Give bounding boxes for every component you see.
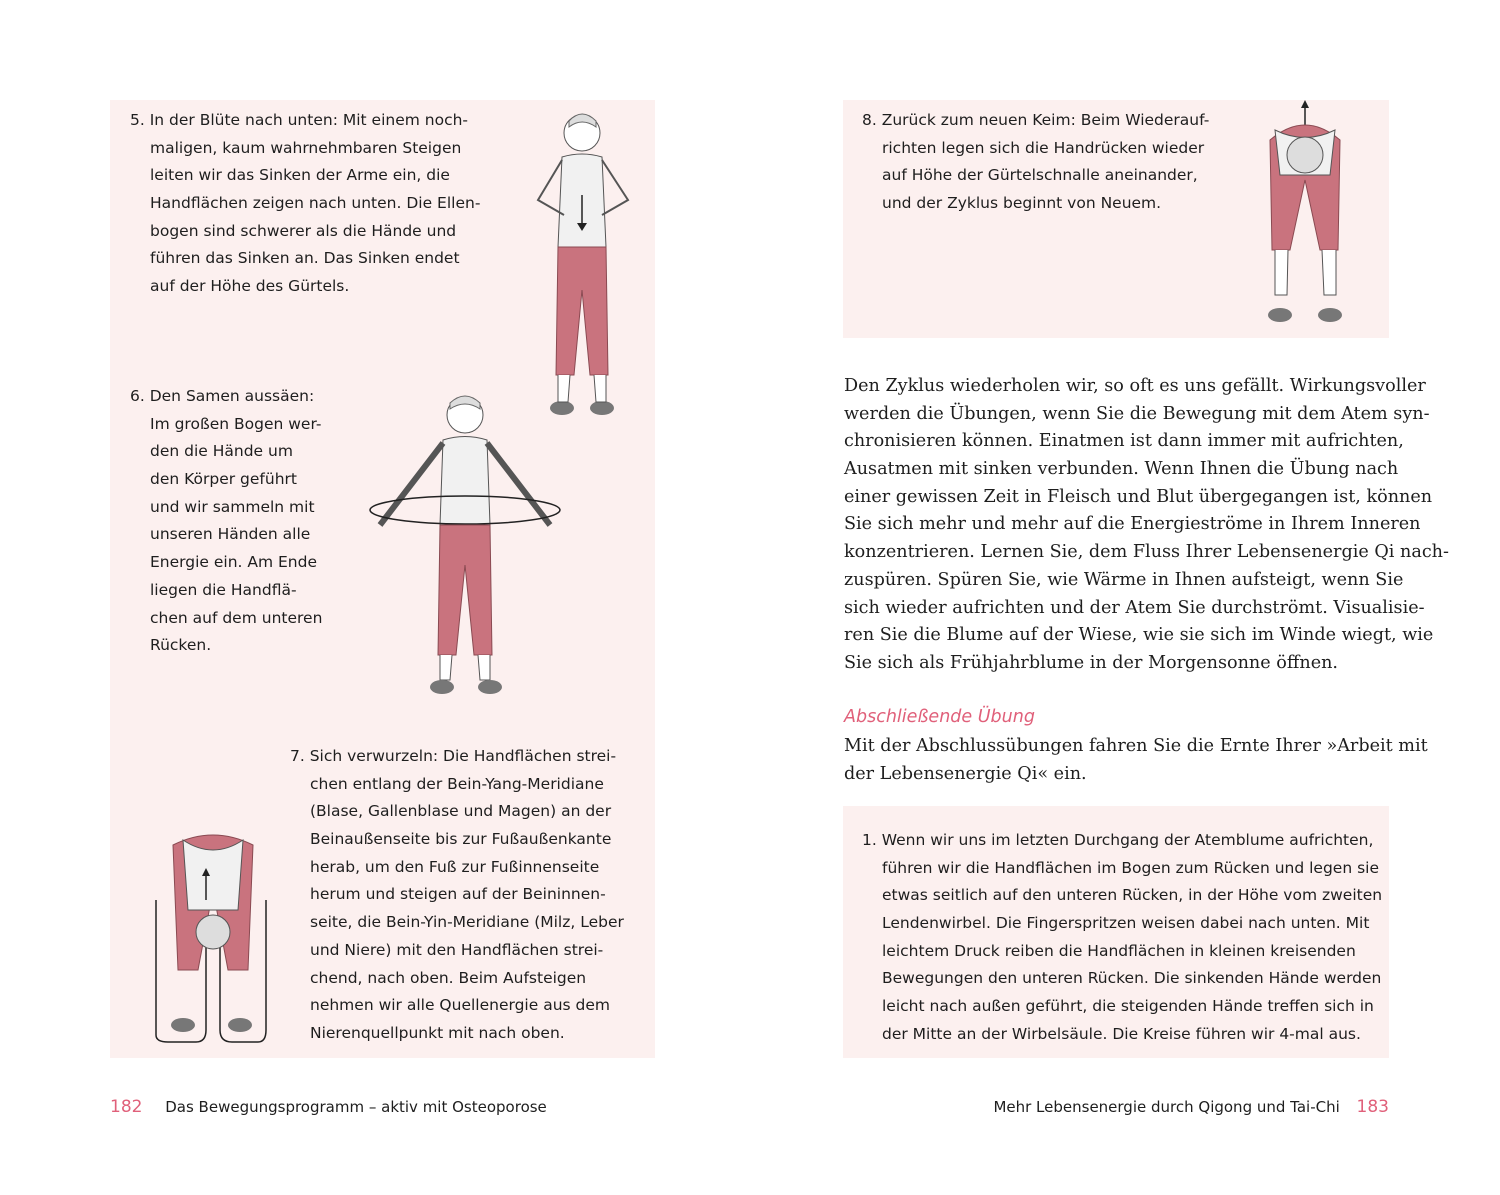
text-line: leiten wir das Sinken der Arme ein, die — [150, 166, 450, 185]
text-line: chen auf dem unteren — [150, 608, 323, 627]
text-line: chend, nach oben. Beim Aufsteigen — [310, 968, 587, 987]
figure-step7-illustration — [148, 820, 278, 1050]
text-line: auf der Höhe des Gürtels. — [150, 277, 350, 296]
text-line: liegen die Handflä- — [150, 580, 297, 599]
text-line: einer gewissen Zeit in Fleisch und Blut übergegangen ist, können — [844, 486, 1433, 507]
text-line: leichtem Druck reiben die Handflächen in kleinen kreisenden — [882, 941, 1356, 960]
text-line: herab, um den Fuß zur Fußinnenseite — [310, 857, 600, 876]
running-title-left: Das Bewegungsprogramm – aktiv mit Osteoporose — [165, 1098, 547, 1116]
text-line: 5. In der Blüte nach unten: Mit einem noch- — [130, 111, 469, 129]
intro-paragraph — [844, 733, 1428, 788]
text-line: Lendenwirbel. Die Fingerspritzen weisen dabei nach unten. Mit — [882, 914, 1370, 933]
text-line: Sie sich als Frühjahrblume in der Morgensonne öffnen. — [844, 652, 1339, 673]
text-line: Den Zyklus wiederholen wir, so oft es uns gefällt. Wirkungsvoller — [844, 376, 1426, 396]
text-line: seite, die Bein-Yin-Meridiane (Milz, Leber — [310, 913, 624, 932]
text-line: richten legen sich die Handrücken wieder — [882, 138, 1205, 157]
text-line: den die Hände um — [150, 442, 293, 461]
text-line: und wir sammeln mit — [150, 497, 315, 516]
text-line: maligen, kaum wahrnehmbaren Steigen — [150, 138, 462, 157]
running-title-right: Mehr Lebensenergie durch Qigong und Tai-Chi — [993, 1098, 1340, 1116]
text-line: Beinaußenseite bis zur Fußaußenkante — [310, 830, 612, 849]
text-line: bogen sind schwerer als die Hände und — [150, 221, 457, 240]
text-line: Sie sich mehr und mehr auf die Energieströme in Ihrem Inneren — [844, 514, 1421, 535]
text-line: Handflächen zeigen nach unten. Die Ellen- — [150, 194, 481, 213]
page-number-right: 183 — [1356, 1097, 1389, 1117]
step8-text — [862, 107, 1209, 218]
text-line: leicht nach außen geführt, die steigenden Hände treffen sich in — [882, 997, 1374, 1016]
text-line: herum und steigen auf der Beininnen- — [310, 885, 606, 904]
text-line: führen das Sinken an. Das Sinken endet — [150, 249, 460, 268]
text-line: zuspüren. Spüren Sie, wie Wärme in Ihnen aufsteigt, wenn Sie — [844, 569, 1404, 590]
text-line: chronisieren können. Einatmen ist dann immer mit aufrichten, — [844, 431, 1404, 452]
section-heading: Abschließende Übung — [844, 707, 1035, 727]
text-line: führen wir die Handflächen im Bogen zum Rücken und legen sie — [882, 858, 1380, 877]
left-footer — [110, 1097, 547, 1117]
figure-step5-illustration — [524, 105, 644, 425]
text-line: unseren Händen alle — [150, 525, 311, 544]
text-line: der Lebensenergie Qi« ein. — [844, 763, 1087, 784]
text-line: Ausatmen mit sinken verbunden. Wenn Ihnen die Übung nach — [844, 459, 1399, 480]
right-footer — [993, 1097, 1389, 1117]
text-line: Mit der Abschlussübungen fahren Sie die Ernte Ihrer »Arbeit mit — [844, 736, 1428, 756]
text-line: und Niere) mit den Handflächen strei- — [310, 940, 604, 959]
text-line: auf Höhe der Gürtelschnalle aneinander, — [882, 166, 1198, 185]
step6-text — [130, 383, 322, 660]
body-paragraph — [844, 373, 1449, 678]
text-line: Energie ein. Am Ende — [150, 553, 318, 572]
step5-text — [130, 107, 480, 301]
figure-step8-illustration — [1250, 100, 1370, 330]
text-line: 6. Den Samen aussäen: — [130, 387, 315, 405]
text-line: Bewegungen den unteren Rücken. Die sinkenden Hände werden — [882, 969, 1382, 988]
text-line: ren Sie die Blume auf der Wiese, wie sie sich im Winde wiegt, wie — [844, 625, 1434, 646]
text-line: Rücken. — [150, 636, 212, 655]
text-line: 1. Wenn wir uns im letzten Durchgang der Atemblume aufrichten, — [862, 831, 1374, 849]
step7-text — [290, 743, 624, 1048]
text-line: sich wieder aufrichten und der Atem Sie durchströmt. Visualisie- — [844, 597, 1425, 618]
text-line: Im großen Bogen wer- — [150, 414, 322, 433]
text-line: werden die Übungen, wenn Sie die Bewegung mit dem Atem syn- — [844, 403, 1430, 424]
page-number-left: 182 — [110, 1097, 143, 1117]
text-line: 7. Sich verwurzeln: Die Handflächen strei- — [290, 747, 617, 765]
text-line: nehmen wir alle Quellenergie aus dem — [310, 996, 611, 1015]
step1-text — [862, 827, 1382, 1049]
text-line: konzentrieren. Lernen Sie, dem Fluss Ihrer Lebensenergie Qi nach- — [844, 542, 1449, 563]
text-line: 8. Zurück zum neuen Keim: Beim Wiederauf- — [862, 111, 1210, 129]
text-line: den Körper geführt — [150, 470, 297, 489]
text-line: der Mitte an der Wirbelsäule. Die Kreise führen wir 4-mal aus. — [882, 1024, 1361, 1043]
text-line: Nierenquellpunkt mit nach oben. — [310, 1023, 565, 1042]
text-line: chen entlang der Bein-Yang-Meridiane — [310, 774, 604, 793]
text-line: (Blase, Gallenblase und Magen) an der — [310, 802, 612, 821]
text-line: etwas seitlich auf den unteren Rücken, in der Höhe vom zweiten — [882, 886, 1383, 905]
figure-step6-illustration — [350, 385, 580, 705]
text-line: und der Zyklus beginnt von Neuem. — [882, 194, 1162, 213]
